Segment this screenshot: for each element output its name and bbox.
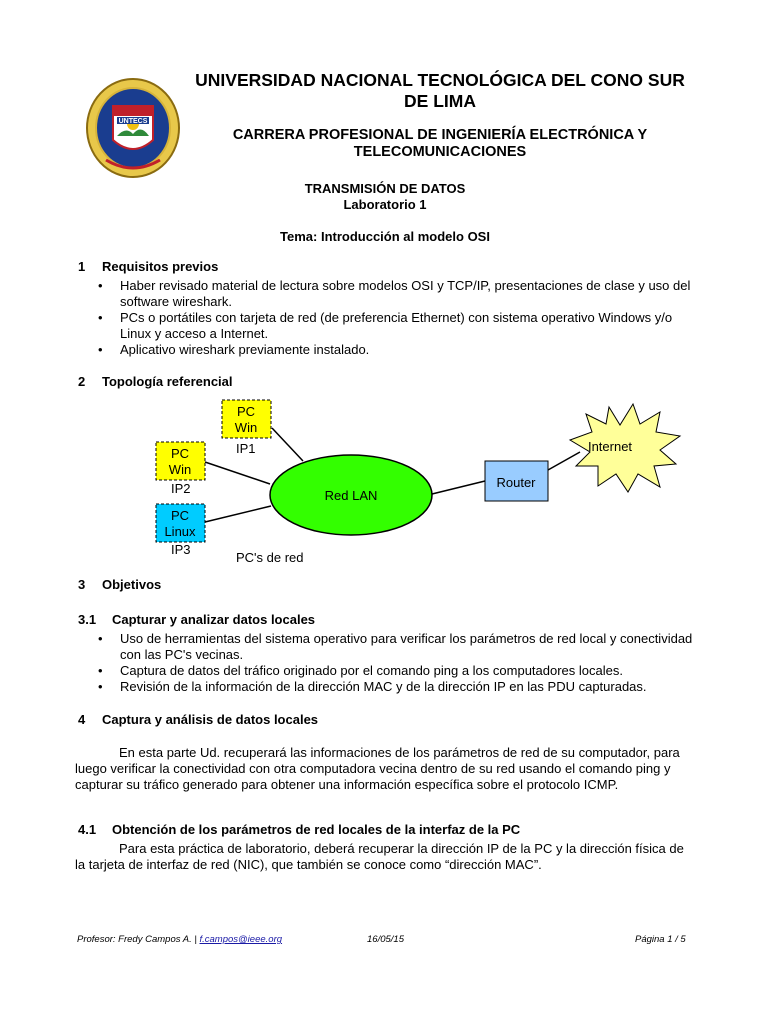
section-title: Requisitos previos bbox=[102, 259, 219, 274]
svg-text:UNTECS: UNTECS bbox=[118, 118, 148, 125]
requirements-list bbox=[94, 278, 704, 358]
pc1-node bbox=[222, 400, 271, 456]
section-title: Topología referencial bbox=[102, 374, 233, 389]
footer-date: 16/05/15 bbox=[367, 934, 404, 945]
svg-text:IP2: IP2 bbox=[171, 481, 191, 496]
list-item: • Aplicativo wireshark previamente instalado. bbox=[94, 342, 704, 358]
footer-page: Página 1 / 5 bbox=[635, 934, 686, 945]
section-title: Objetivos bbox=[102, 577, 162, 592]
university-title: UNIVERSIDAD NACIONAL TECNOLÓGICA DEL CONO SUR DE LIMA bbox=[195, 70, 685, 111]
svg-text:IP1: IP1 bbox=[236, 441, 256, 456]
email-link[interactable]: f.campos@ieee.org bbox=[199, 934, 283, 945]
footer-separator: | bbox=[191, 934, 200, 945]
section-number: 4.1 bbox=[78, 822, 97, 837]
topology-diagram bbox=[0, 390, 768, 575]
section-title: Obtención de los parámetros de red locales de la interfaz de la PC bbox=[112, 822, 521, 837]
course-title: TRANSMISIÓN DE DATOS bbox=[304, 181, 466, 196]
section-title: Captura y análisis de datos locales bbox=[102, 712, 319, 727]
list-item: • Uso de herramientas del sistema operativo para verificar los parámetros de red local y conectividad con las PC's vecinas. bbox=[94, 631, 704, 663]
svg-text:PC: PC bbox=[170, 446, 190, 461]
list-item: • Revisión de la información de la dirección MAC y de la dirección IP en las PDU capturadas. bbox=[94, 679, 704, 695]
diagram-caption: PC's de red bbox=[236, 550, 304, 565]
list-item: • PCs o portátiles con tarjeta de red (de preferencia Ethernet) con sistema operativo Windows y/o Linux y acceso a Internet. bbox=[94, 310, 704, 342]
svg-text:Internet: Internet bbox=[587, 439, 633, 454]
university-seal bbox=[86, 78, 180, 178]
svg-text:Win: Win bbox=[168, 462, 192, 477]
link-pc2-lan bbox=[205, 462, 270, 484]
svg-text:PC: PC bbox=[236, 404, 256, 419]
list-item: • Haber revisado material de lectura sobre modelos OSI y TCP/IP, presentaciones de clase y uso del software wireshark. bbox=[94, 278, 704, 310]
section-number: 3.1 bbox=[78, 612, 97, 627]
footer-author bbox=[77, 934, 282, 945]
svg-text:IP3: IP3 bbox=[171, 542, 191, 557]
topic-title: Tema: Introducción al modelo OSI bbox=[280, 229, 490, 244]
svg-text:PC: PC bbox=[170, 508, 190, 523]
lab-title: Laboratorio 1 bbox=[343, 197, 427, 212]
objectives-list bbox=[94, 631, 704, 695]
section-4-1-heading bbox=[78, 822, 520, 837]
section-1-heading bbox=[78, 259, 218, 274]
section-3-1-heading bbox=[78, 612, 315, 627]
section-number: 3 bbox=[78, 577, 86, 592]
router-node bbox=[485, 461, 548, 501]
svg-text:Linux: Linux bbox=[164, 524, 196, 539]
pc2-node bbox=[156, 442, 205, 496]
section-number: 1 bbox=[78, 259, 86, 274]
section-4-1-paragraph: Para esta práctica de laboratorio, deberá recuperar la dirección IP de la PC y la dirección física de la tarjeta de interfaz de red (NIC), que también se conoce como “dirección MAC”. bbox=[75, 841, 684, 872]
lan-node bbox=[270, 455, 432, 535]
link-pc1-lan bbox=[272, 428, 303, 461]
link-pc3-lan bbox=[205, 506, 271, 522]
section-4-heading bbox=[78, 712, 318, 727]
internet-node bbox=[570, 404, 680, 492]
list-item: • Captura de datos del tráfico originado por el comando ping a los computadores locales. bbox=[94, 663, 704, 679]
link-router-internet bbox=[548, 452, 580, 470]
link-lan-router bbox=[432, 481, 485, 494]
svg-text:Router: Router bbox=[496, 475, 536, 490]
section-number: 2 bbox=[78, 374, 86, 389]
career-title: CARRERA PROFESIONAL DE INGENIERÍA ELECTRÓNICA Y TELECOMUNICACIONES bbox=[232, 127, 648, 160]
footer-professor: Profesor: Fredy Campos A. bbox=[77, 934, 192, 945]
section-3-heading bbox=[78, 577, 161, 592]
section-2-heading bbox=[78, 374, 233, 389]
pc3-node bbox=[156, 504, 205, 557]
svg-text:Win: Win bbox=[234, 420, 258, 435]
section-number: 4 bbox=[78, 712, 86, 727]
section-4-paragraph: En esta parte Ud. recuperará las informaciones de los parámetros de red de su computador, para luego verificar la conectividad con otra computadora vecina dentro de su red usando el comando ping y capturar su tráfico generado para obtener una información específica sobre el protocolo ICMP. bbox=[75, 745, 680, 792]
svg-text:Red LAN: Red LAN bbox=[324, 488, 378, 503]
section-title: Capturar y analizar datos locales bbox=[112, 612, 316, 627]
